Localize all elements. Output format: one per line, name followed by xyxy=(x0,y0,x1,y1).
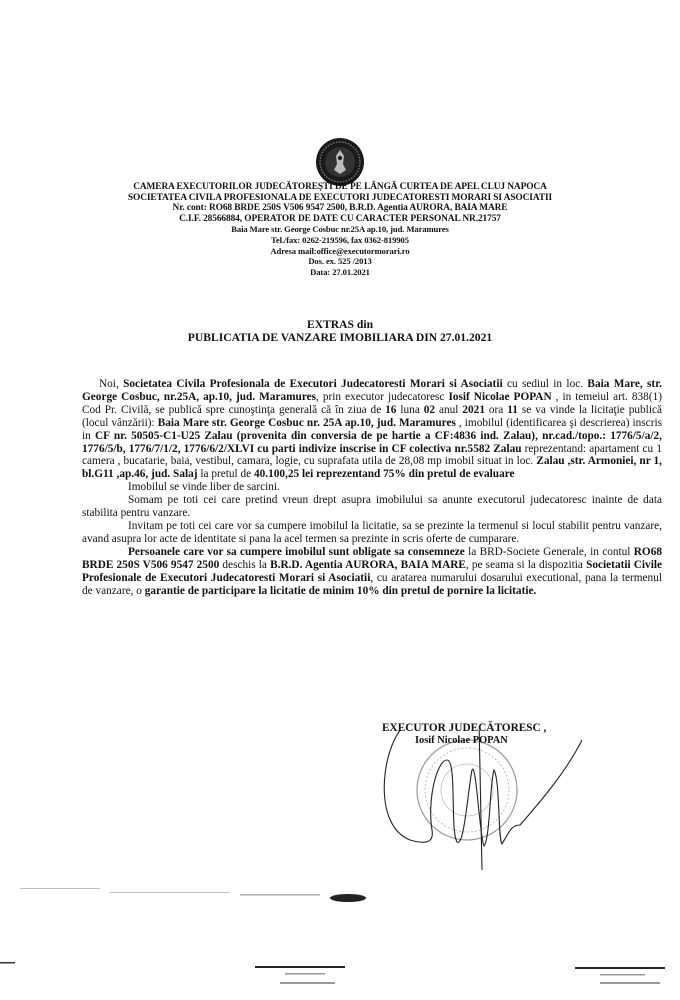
signature-block xyxy=(382,722,622,747)
text-segment: deschis la xyxy=(219,558,271,571)
text-segment: cu sediul in loc. xyxy=(502,378,588,390)
text-segment: , cu aratarea numarului dosarului executional, pana la termenul de vanzare, o xyxy=(82,571,662,597)
text-segment: luna xyxy=(396,403,424,416)
bold-text-segment: 40.100,25 lei reprezentand 75% din pretul de evaluare xyxy=(253,468,515,481)
bold-text-segment: Societatii Civile Profesionale de Executori Judecatoresti Morari si Asociatii xyxy=(82,558,663,584)
header-line-file-number: Dos. ex. 525 /2013 xyxy=(308,256,372,267)
bold-text-segment: Baia Mare, str. George Cosbuc, nr.25A, ap.10, jud. Maramures xyxy=(82,378,662,403)
text-segment: la BRD-Societe Generale, in contul xyxy=(464,545,634,558)
text-segment: se va vinde la licitaţie publică (locul vânzării): xyxy=(82,403,662,429)
header-line-address: Baia Mare str. George Cosbuc nr.25A ap.10, jud. Maramures xyxy=(231,224,449,235)
bold-text-segment: garantie de participare la licitatie de minim 10% din pretul de pornire la licitatie. xyxy=(144,584,537,597)
bold-text-segment: Iosif Nicolae POPAN xyxy=(448,390,552,403)
paragraph-announcement xyxy=(82,378,662,481)
text-segment: anul xyxy=(435,403,463,416)
header-line-cif: C.I.F. 28566884, OPERATOR DE DATE CU CARACTER PERSONAL NR.21757 xyxy=(179,213,501,224)
bold-text-segment: 2021 xyxy=(462,403,485,416)
paragraph-no-encumbrances: Imobilul se vinde liber de sarcini. xyxy=(128,481,280,494)
document-body xyxy=(82,378,662,597)
header-line-date: Data: 27.01.2021 xyxy=(310,266,370,277)
title-line-2: PUBLICATIA DE VANZARE IMOBILIARA DIN 27.01.2021 xyxy=(187,331,493,344)
scan-artifacts xyxy=(0,870,680,1000)
bold-text-segment: 11 xyxy=(507,403,518,416)
paragraph-summons: Somam pe toti cei care pretind vreun drept asupra imobilului sa anunte executorul judecatoresc inainte de data stabilita pentru vanzare. xyxy=(82,494,662,520)
text-segment: , prin executor judecatoresc xyxy=(316,390,449,403)
header-line-email: Adresa mail:office@executormorari.ro xyxy=(270,245,410,256)
signature-title: EXECUTOR JUDECĂTORESC , xyxy=(382,722,547,734)
bold-text-segment: Baia Mare str. George Cosbuc nr. 25A ap.10, jud. Maramures xyxy=(157,416,456,429)
text-segment: reprezentand: apartament cu 1 camera , bucatarie, baia, vestibul, camara, logie, cu suprafata utila de 28,08 mp imobil situat in loc. xyxy=(82,442,662,468)
bold-text-segment: CF nr. 50505-C1-U25 Zalau (provenita din conversia de pe hartie a CF:4836 ind. Zalau), nr.cad./topo.: 1776/5/a/2, 1776/5/b, 1776/7/1/2, 1776/6/2/XLVI cu parti indivize inscrise in CF colectiva nr.5582 Zalau xyxy=(82,429,662,455)
header-line-account: Nr. cont: RO68 BRDE 250S V506 9547 2500, B.R.D. Agentia AURORA, BAIA MARE xyxy=(172,203,508,214)
bold-text-segment: Persoanele care vor sa cumpere imobilul sunt obligate sa consemneze xyxy=(128,545,465,558)
bold-text-segment: 02 xyxy=(423,403,436,416)
header-line-company: SOCIETATEA CIVILA PROFESIONALA DE EXECUTORI JUDECATORESTI MORARI SI ASOCIATII xyxy=(127,192,553,203)
header-line-phone: Tel./fax: 0262-219596, fax 0362-819905 xyxy=(271,234,409,245)
signature-name: Iosif Nicolae POPAN xyxy=(415,735,508,746)
text-segment: Noi, xyxy=(99,378,124,390)
bold-text-segment: RO68 BRDE 250S V506 9547 2500 xyxy=(82,545,663,571)
text-segment: , pe seama si la dispozitia xyxy=(465,558,587,571)
header-line-chamber: CAMERA EXECUTORILOR JUDECĂTOREȘTI DE PE LÂNGĂ CURTEA DE APEL CLUJ NAPOCA xyxy=(133,182,547,192)
signature-stamp-icon xyxy=(372,730,602,870)
letterhead xyxy=(60,182,620,277)
paragraph-invitation: Invitam pe toti cei care vor sa cumpere imobilul la licitatie, sa se prezinte la termenul si locul stabilit pentru vanzare, avand asupra lor acte de identitate si pana la acel termen sa prezinte in scris oferte de cumparare. xyxy=(82,519,662,545)
seal-icon xyxy=(314,136,366,188)
paragraph-guarantee xyxy=(82,546,662,598)
bold-text-segment: 16 xyxy=(385,403,397,416)
text-segment: la pretul de xyxy=(197,468,254,481)
text-segment: ora xyxy=(484,403,508,416)
bold-text-segment: Societatea Civila Profesionala de Executori Judecatoresti Morari si Asociatii xyxy=(123,378,503,390)
document-title xyxy=(60,318,620,344)
bold-text-segment: B.R.D. Agentia AURORA, BAIA MARE xyxy=(270,558,466,571)
text-segment: , in temeiul art. 838(1) Cod Pr. Civilă, se publică spre cunoştinţa generală că în ziua de xyxy=(82,390,662,416)
title-line-1: EXTRAS din xyxy=(306,318,374,331)
text-segment: , imobilul (identificarea şi descrierea) inscris in xyxy=(82,416,662,442)
bold-text-segment: Zalau ,str. Armoniei, nr 1, bl.G11 ,ap.46, jud. Salaj xyxy=(82,455,663,481)
